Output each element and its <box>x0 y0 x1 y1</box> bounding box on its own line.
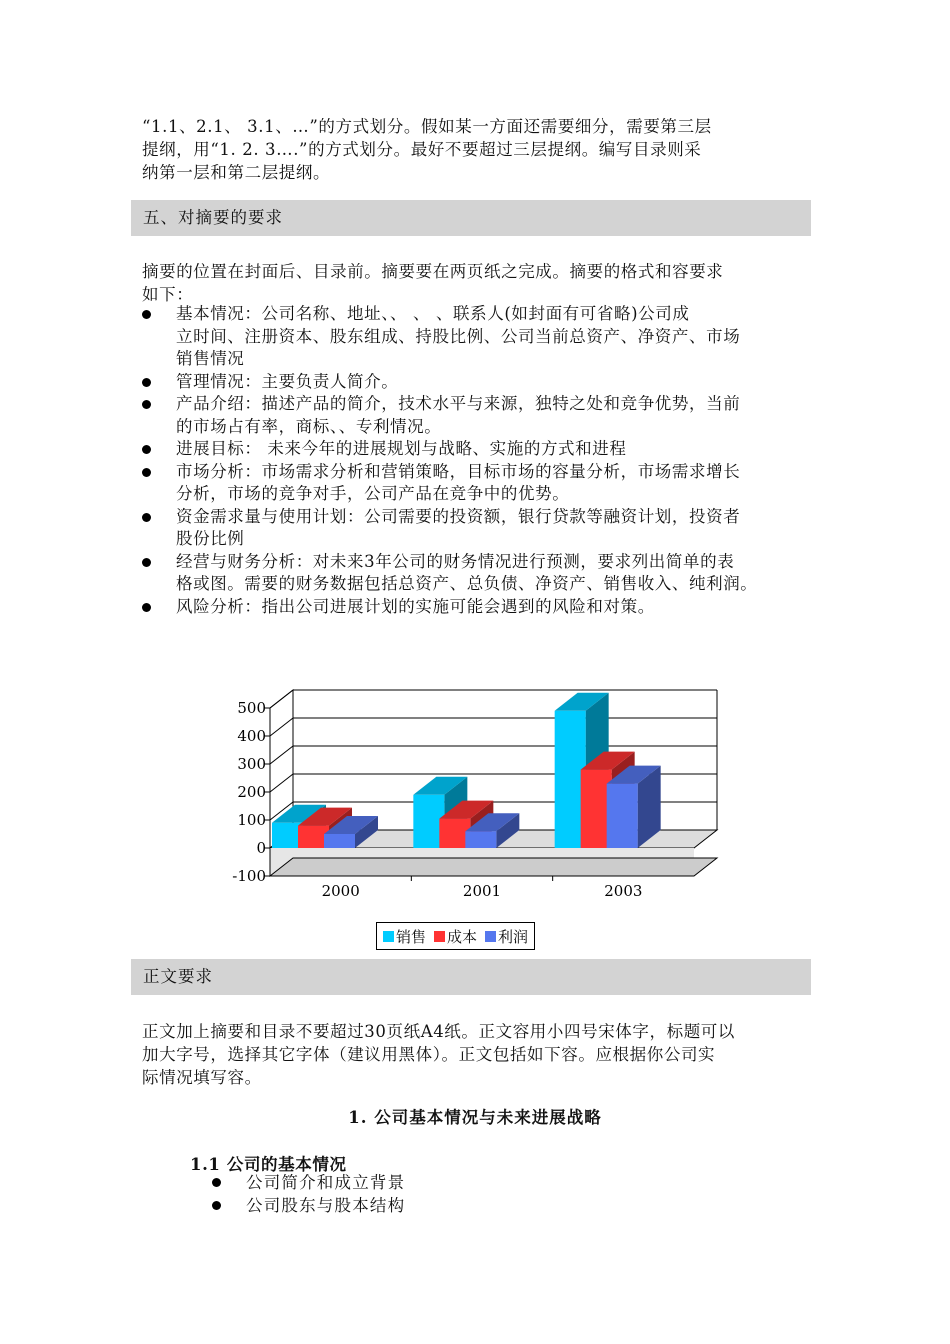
bullet-line: 股份比例 <box>176 529 245 548</box>
bar <box>465 831 496 848</box>
body-line: 际情况填写容。 <box>142 1068 262 1087</box>
legend-swatch <box>485 931 496 942</box>
y-tick-label: 400 <box>237 727 266 745</box>
bullet-line: 市场分析：市场需求分析和营销策略，目标市场的容量分析，市场需求增长 <box>176 461 741 481</box>
heading-1-1: 1.1 公司的基本情况 <box>190 1155 347 1174</box>
bullet-line: 管理情况：主要负责人简介。 <box>176 371 399 391</box>
bullet-management <box>142 371 822 394</box>
legend-label: 成本 <box>447 927 478 946</box>
y-tick-label: 100 <box>237 811 266 829</box>
bullet-line: 经营与财务分析：对未来3年公司的财务情况进行预测，要求列出简单的表 <box>176 551 735 571</box>
bullet-line: 立时间、注册资本、股东组成、持股比例、公司当前总资产、净资产、市场 <box>176 326 741 346</box>
bar <box>607 784 638 848</box>
body-requirements-paragraph <box>142 1020 812 1089</box>
bullet-line: 格或图。需要的财务数据包括总资产、总负债、净资产、销售收入、纯利润。 <box>176 574 758 593</box>
bullet-line: 产品介绍：描述产品的简介，技术水平与来源，独特之处和竞争优势，当前 <box>176 394 741 413</box>
bullet-funding <box>142 506 822 551</box>
summary-line: 摘要的位置在封面后、目录前。摘要要在两页纸之完成。摘要的格式和容要求 <box>142 262 724 281</box>
bullet-line: 进展目标： 未来今年的进展规划与战略、实施的方式和进程 <box>176 439 627 458</box>
y-tick-label: 200 <box>237 783 266 801</box>
sub-bullet: 公司股东与股本结构 <box>212 1194 405 1217</box>
y-tick-label: 500 <box>237 699 266 717</box>
intro-line: 提纲，用“1. 2. 3….”的方式划分。最好不要超过三层提纲。编写目录则采 <box>142 140 702 159</box>
section-5-heading: 五、对摘要的要求 <box>131 200 811 236</box>
sub-bullet-list <box>212 1171 405 1217</box>
bullet-risk <box>142 596 822 619</box>
x-tick-label: 2003 <box>604 882 643 900</box>
intro-paragraph <box>142 115 812 184</box>
bullet-product <box>142 393 822 438</box>
heading-1: 1. 公司基本情况与未来进展战略 <box>348 1108 602 1127</box>
bullet-line: 分析，市场的竞争对手，公司产品在竞争中的优势。 <box>176 484 570 503</box>
bullet-basic-info <box>142 303 822 371</box>
bullet-goals <box>142 438 822 461</box>
intro-line: “1.1、2.1、 3.1、…”的方式划分。假如某一方面还需要细分，需要第三层 <box>142 117 712 136</box>
legend-item <box>434 926 477 947</box>
y-tick-label: -100 <box>232 867 266 885</box>
summary-paragraph <box>142 260 812 306</box>
legend-item <box>383 926 426 947</box>
bullet-finance <box>142 551 822 596</box>
bar <box>324 834 355 848</box>
bullet-line: 的市场占有率，商标、、专利情况。 <box>176 416 442 436</box>
summary-line: 如下： <box>142 285 194 304</box>
intro-line: 纳第一层和第二层提纲。 <box>142 163 331 182</box>
legend-swatch <box>383 931 394 942</box>
chart-floor <box>270 858 717 876</box>
bullet-line: 风险分析：指出公司进展计划的实施可能会遇到的风险和对策。 <box>176 596 655 616</box>
body-line: 正文加上摘要和目录不要超过30页纸A4纸。正文容用小四号宋体字，标题可以 <box>142 1022 736 1041</box>
summary-bullet-list <box>142 303 822 618</box>
sub-bullet: 公司简介和成立背景 <box>212 1171 405 1194</box>
bullet-line: 销售情况 <box>176 349 245 368</box>
chart-legend <box>376 922 535 950</box>
x-tick-label: 2000 <box>321 882 360 900</box>
bullet-market <box>142 461 822 506</box>
legend-item <box>485 926 528 947</box>
y-tick-label: 300 <box>237 755 266 773</box>
body-line: 加大字号，选择其它字体（建议用黑体）。正文包括如下容。应根据你公司实 <box>142 1045 716 1064</box>
legend-label: 销售 <box>396 927 427 946</box>
legend-label: 利润 <box>498 927 529 946</box>
bullet-line: 基本情况：公司名称、地址、、 、 、联系人(如封面有可省略)公司成 <box>176 304 690 323</box>
y-tick-label: 0 <box>256 839 266 857</box>
bar-chart <box>226 684 726 909</box>
body-requirements-heading: 正文要求 <box>131 959 811 995</box>
legend-swatch <box>434 931 445 942</box>
bullet-line: 资金需求量与使用计划：公司需要的投资额，银行贷款等融资计划，投资者 <box>176 506 741 526</box>
x-tick-label: 2001 <box>462 882 502 900</box>
